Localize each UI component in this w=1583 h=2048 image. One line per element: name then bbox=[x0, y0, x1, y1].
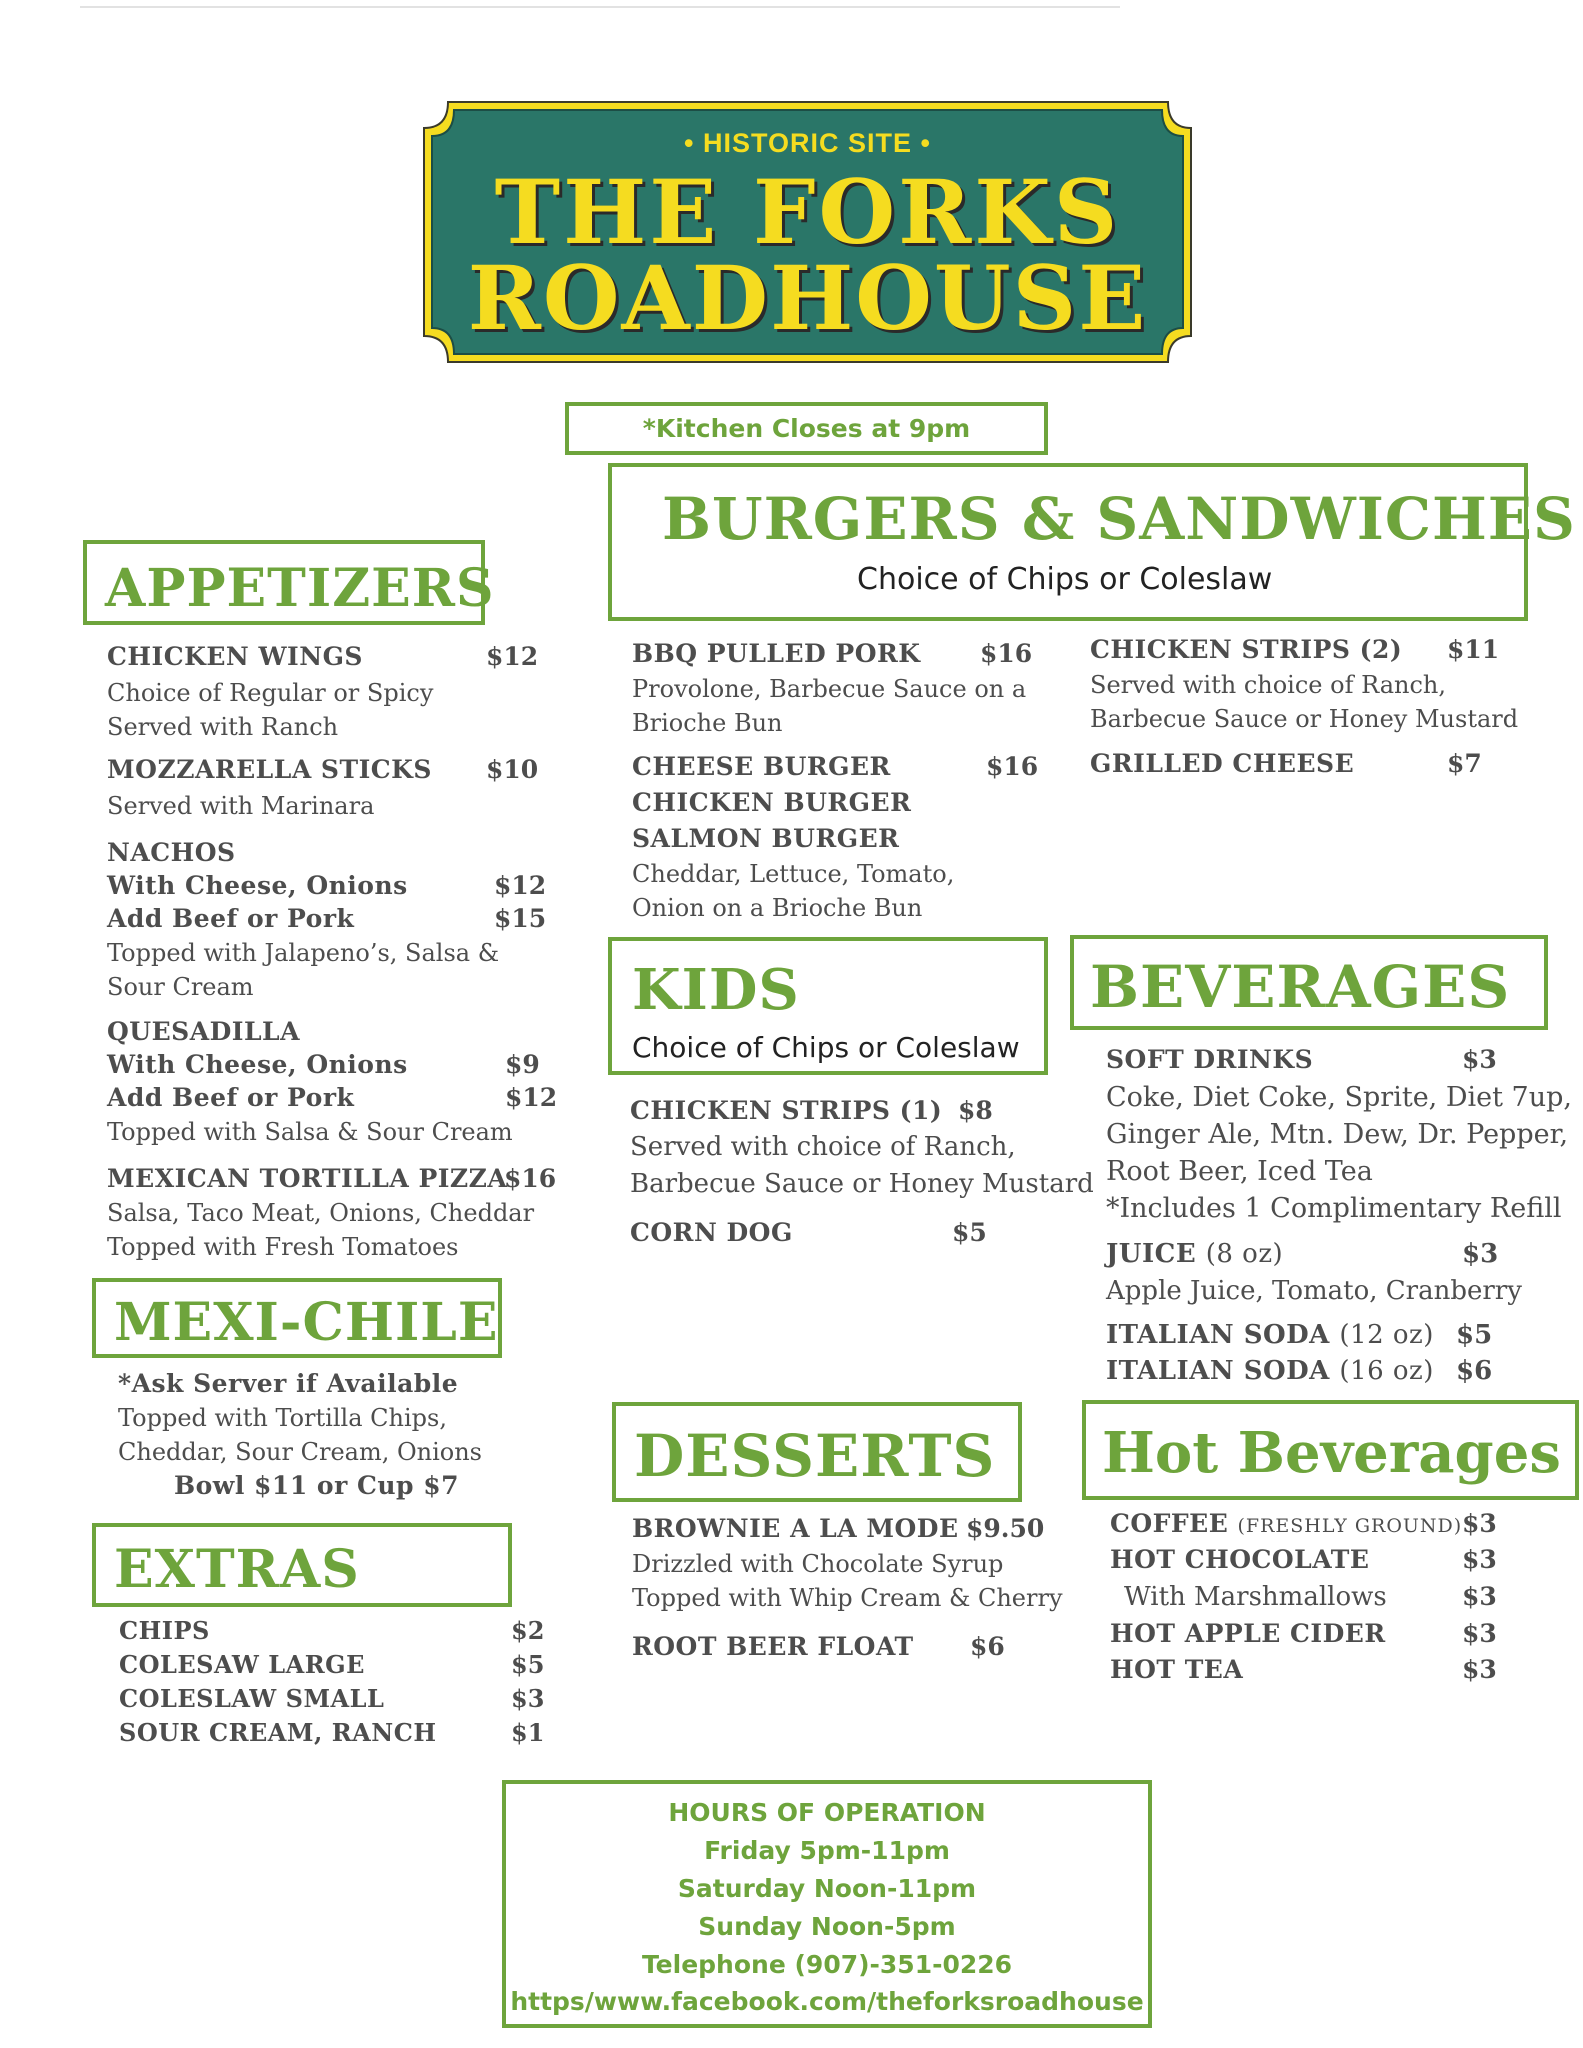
salmon-burger-name: SALMON BURGER bbox=[632, 824, 900, 853]
chicken-wings-name: CHICKEN WINGS bbox=[107, 642, 363, 671]
juice-price: $3 bbox=[1462, 1239, 1499, 1269]
kids-chicken-strips-desc-2: Barbecue Sauce or Honey Mustard bbox=[630, 1169, 1094, 1199]
tortilla-pizza-desc-1: Salsa, Taco Meat, Onions, Cheddar bbox=[107, 1199, 535, 1227]
italian-soda-12-size: (12 oz) bbox=[1339, 1320, 1434, 1350]
mozzarella-sticks-price: $10 bbox=[486, 755, 539, 784]
juice-name: JUICE bbox=[1106, 1239, 1197, 1269]
extras-item-name: SOUR CREAM, RANCH bbox=[119, 1718, 437, 1747]
hot-chocolate-name: HOT CHOCOLATE bbox=[1110, 1545, 1370, 1574]
kitchen-note-box bbox=[565, 402, 1048, 455]
chicken-strips-2-price: $11 bbox=[1447, 635, 1500, 664]
mozzarella-sticks-desc: Served with Marinara bbox=[107, 792, 375, 820]
nachos-desc-2: Sour Cream bbox=[107, 973, 254, 1001]
extras-item-name: COLESLAW SMALL bbox=[119, 1684, 385, 1713]
chicken-wings-desc-1: Choice of Regular or Spicy bbox=[107, 679, 434, 707]
burger-price: $16 bbox=[986, 752, 1039, 781]
marshmallows-price: $3 bbox=[1462, 1582, 1497, 1611]
soft-drinks-desc-1: Coke, Diet Coke, Sprite, Diet 7up, bbox=[1106, 1082, 1572, 1113]
coffee-note: (FRESHLY GROUND) bbox=[1237, 1515, 1463, 1537]
mexichile-price-line: Bowl $11 or Cup $7 bbox=[174, 1471, 460, 1500]
extras-item-name: COLESAW LARGE bbox=[119, 1650, 365, 1679]
chicken-strips-2-desc-2: Barbecue Sauce or Honey Mustard bbox=[1090, 705, 1519, 733]
hours-box bbox=[502, 1780, 1152, 2028]
hours-saturday: Saturday Noon-11pm bbox=[677, 1874, 977, 1903]
burger-desc-1: Cheddar, Lettuce, Tomato, bbox=[632, 860, 955, 888]
mexichile-title: MEXI-CHILE bbox=[114, 1292, 499, 1353]
burgers-subtitle: Choice of Chips or Coleslaw bbox=[857, 562, 1273, 597]
nachos-desc-1: Topped with Jalapeno’s, Salsa & bbox=[107, 939, 500, 967]
brownie-price: $9.50 bbox=[966, 1514, 1045, 1543]
brownie-desc-2: Topped with Whip Cream & Cherry bbox=[632, 1584, 1063, 1612]
hot-apple-cider-name: HOT APPLE CIDER bbox=[1110, 1619, 1386, 1648]
logo-line-1: THE FORKS bbox=[494, 160, 1121, 264]
kitchen-note: *Kitchen Closes at 9pm bbox=[642, 414, 971, 443]
tortilla-pizza-name: MEXICAN TORTILLA PIZZA bbox=[107, 1164, 508, 1193]
extras-header-box bbox=[92, 1523, 512, 1607]
quesadilla-option-2: Add Beef or Pork bbox=[107, 1083, 355, 1112]
marshmallows-name: With Marshmallows bbox=[1124, 1582, 1387, 1612]
hours-title: HOURS OF OPERATION bbox=[668, 1798, 986, 1827]
logo-line-2: ROADHOUSE bbox=[467, 246, 1148, 350]
hot-tea-name: HOT TEA bbox=[1110, 1655, 1244, 1684]
extras-title: EXTRAS bbox=[114, 1539, 360, 1600]
cheese-burger-name: CHEESE BURGER bbox=[632, 752, 891, 781]
nachos-name: NACHOS bbox=[107, 838, 236, 867]
italian-soda-16-row bbox=[1106, 1354, 1434, 1388]
coffee-price: $3 bbox=[1462, 1509, 1497, 1538]
chicken-wings-price: $12 bbox=[486, 642, 539, 671]
coffee-row bbox=[1110, 1507, 1462, 1543]
soft-drinks-refill-note: *Includes 1 Complimentary Refill bbox=[1106, 1193, 1562, 1224]
beverages-header-box bbox=[1070, 935, 1548, 1030]
tortilla-pizza-desc-2: Topped with Fresh Tomatoes bbox=[107, 1233, 459, 1261]
logo-subtitle: • HISTORIC SITE • bbox=[684, 128, 931, 158]
root-beer-float-name: ROOT BEER FLOAT bbox=[632, 1632, 914, 1661]
telephone: Telephone (907)-351-0226 bbox=[641, 1950, 1013, 1979]
extras-item-price: $2 bbox=[511, 1616, 545, 1645]
extras-item-name: CHIPS bbox=[119, 1616, 210, 1645]
grilled-cheese-price: $7 bbox=[1447, 749, 1482, 778]
tortilla-pizza-price: $16 bbox=[504, 1164, 557, 1193]
bbq-pulled-pork-desc-2: Brioche Bun bbox=[632, 709, 783, 737]
extras-item-price: $3 bbox=[511, 1684, 545, 1713]
nachos-option-2: Add Beef or Pork bbox=[107, 904, 355, 933]
juice-desc: Apple Juice, Tomato, Cranberry bbox=[1106, 1276, 1522, 1306]
kids-header-box bbox=[608, 937, 1048, 1075]
juice-row bbox=[1106, 1237, 1283, 1271]
chicken-burger-name: CHICKEN BURGER bbox=[632, 788, 912, 817]
kids-subtitle: Choice of Chips or Coleslaw bbox=[632, 1031, 1020, 1064]
chicken-wings-desc-2: Served with Ranch bbox=[107, 713, 339, 741]
italian-soda-16-price: $6 bbox=[1456, 1356, 1493, 1386]
soft-drinks-price: $3 bbox=[1462, 1045, 1497, 1074]
italian-soda-16-size: (16 oz) bbox=[1339, 1356, 1434, 1386]
desserts-title: DESSERTS bbox=[634, 1422, 996, 1490]
quesadilla-desc: Topped with Salsa & Sour Cream bbox=[107, 1118, 513, 1146]
extras-item-price: $1 bbox=[511, 1718, 545, 1747]
quesadilla-price-1: $9 bbox=[505, 1050, 540, 1079]
hot-tea-price: $3 bbox=[1462, 1655, 1497, 1684]
chicken-strips-2-desc-1: Served with choice of Ranch, bbox=[1090, 671, 1446, 699]
mozzarella-sticks-name: MOZZARELLA STICKS bbox=[107, 755, 432, 784]
hours-friday: Friday 5pm-11pm bbox=[704, 1836, 950, 1865]
beverages-title: BEVERAGES bbox=[1090, 953, 1511, 1021]
soft-drinks-name: SOFT DRINKS bbox=[1106, 1045, 1314, 1074]
italian-soda-12-name: ITALIAN SODA bbox=[1106, 1320, 1330, 1350]
hours-sunday: Sunday Noon-5pm bbox=[698, 1912, 956, 1941]
coffee-name: COFFEE bbox=[1110, 1509, 1229, 1538]
italian-soda-12-row bbox=[1106, 1318, 1434, 1352]
kids-chicken-strips-desc-1: Served with choice of Ranch, bbox=[630, 1132, 1016, 1162]
corn-dog-price: $5 bbox=[952, 1218, 987, 1247]
burger-desc-2: Onion on a Brioche Bun bbox=[632, 894, 923, 922]
nachos-price-2: $15 bbox=[494, 904, 547, 933]
burgers-title: BURGERS & SANDWICHES bbox=[662, 485, 1576, 553]
bbq-pulled-pork-desc-1: Provolone, Barbecue Sauce on a bbox=[632, 675, 1027, 703]
nachos-option-1: With Cheese, Onions bbox=[107, 871, 408, 900]
roadhouse-logo-sign bbox=[420, 98, 1195, 366]
kids-title: KIDS bbox=[632, 957, 800, 1023]
scan-edge-line bbox=[80, 6, 1120, 8]
bbq-pulled-pork-name: BBQ PULLED PORK bbox=[632, 639, 921, 668]
hot-beverages-title: Hot Beverages bbox=[1102, 1420, 1561, 1486]
kids-chicken-strips-name: CHICKEN STRIPS (1) bbox=[630, 1096, 943, 1125]
facebook-link[interactable]: https/www.facebook.com/theforksroadhouse bbox=[510, 1987, 1144, 2016]
brownie-desc-1: Drizzled with Chocolate Syrup bbox=[632, 1550, 1004, 1578]
bbq-pulled-pork-price: $16 bbox=[980, 639, 1033, 668]
italian-soda-12-price: $5 bbox=[1456, 1320, 1493, 1350]
kids-chicken-strips-price: $8 bbox=[958, 1096, 993, 1125]
mexichile-note: *Ask Server if Available bbox=[118, 1369, 459, 1398]
corn-dog-name: CORN DOG bbox=[630, 1218, 793, 1247]
hot-apple-cider-price: $3 bbox=[1462, 1619, 1497, 1648]
italian-soda-16-name: ITALIAN SODA bbox=[1106, 1356, 1330, 1386]
mexichile-desc-1: Topped with Tortilla Chips, bbox=[118, 1404, 447, 1432]
quesadilla-name: QUESADILLA bbox=[107, 1017, 301, 1046]
chicken-strips-2-name: CHICKEN STRIPS (2) bbox=[1090, 635, 1403, 664]
appetizers-header-box bbox=[83, 540, 495, 625]
soft-drinks-desc-2: Ginger Ale, Mtn. Dew, Dr. Pepper, bbox=[1106, 1119, 1569, 1150]
desserts-header-box bbox=[612, 1402, 1022, 1502]
brownie-name: BROWNIE A LA MODE bbox=[632, 1514, 959, 1543]
appetizers-title: APPETIZERS bbox=[105, 558, 495, 619]
root-beer-float-price: $6 bbox=[970, 1632, 1005, 1661]
mexichile-header-box bbox=[92, 1278, 502, 1358]
nachos-price-1: $12 bbox=[494, 871, 547, 900]
burgers-header-box bbox=[608, 463, 1576, 621]
grilled-cheese-name: GRILLED CHEESE bbox=[1090, 749, 1355, 778]
quesadilla-option-1: With Cheese, Onions bbox=[107, 1050, 408, 1079]
hot-beverages-header-box bbox=[1082, 1400, 1579, 1500]
hot-chocolate-price: $3 bbox=[1462, 1545, 1497, 1574]
mexichile-desc-2: Cheddar, Sour Cream, Onions bbox=[118, 1438, 482, 1466]
quesadilla-price-2: $12 bbox=[505, 1083, 558, 1112]
juice-size: (8 oz) bbox=[1205, 1239, 1284, 1269]
soft-drinks-desc-3: Root Beer, Iced Tea bbox=[1106, 1156, 1373, 1187]
extras-item-price: $5 bbox=[511, 1650, 545, 1679]
